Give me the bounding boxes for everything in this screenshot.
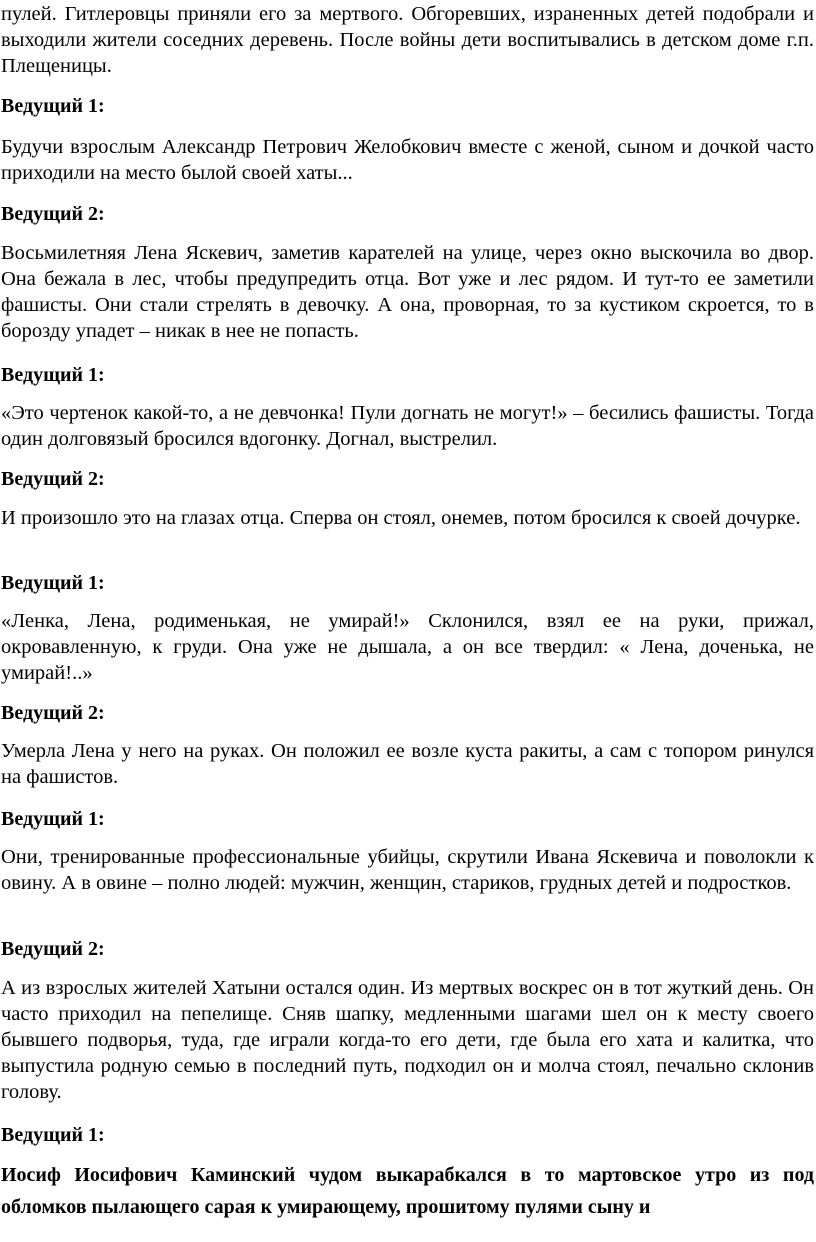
paragraph-7: Умерла Лена у него на руках. Он положил ее возле куста ракиты, а сам с топором ринулся на фашистов.	[1, 740, 814, 788]
speaker-label: Ведущий 1:	[1, 572, 105, 594]
speaker-label: Ведущий 1:	[1, 95, 105, 117]
speaker-label: Ведущий 1:	[1, 808, 105, 830]
paragraph-8: Они, тренированные профессиональные убийцы, скрутили Ивана Яскевича и поволокли к овину. А в овине – полно людей: мужчин, женщин, стариков, грудных детей и подростков.	[1, 846, 814, 894]
speaker-label: Ведущий 2:	[1, 203, 105, 225]
paragraph-10: Иосиф Иосифович Каминский чудом выкарабкался в то мартовское утро из под обломков пылающего сарая к умирающему, прошитому пулями сыну и	[1, 1164, 814, 1218]
paragraph-3: Восьмилетняя Лена Яскевич, заметив карателей на улице, через окно выскочила во двор. Она бежала в лес, чтобы предупредить отца. Вот уже и лес рядом. И тут-то ее заметили фашисты. Они стали стрелять в девочку. А она, проворная, то за кустиком скроется, то в борозду упадет – никак в нее не попасть.	[1, 242, 814, 342]
paragraph-5: И произошло это на глазах отца. Сперва он стоял, онемев, потом бросился к своей дочурке.	[1, 507, 801, 529]
speaker-label: Ведущий 1:	[1, 364, 105, 386]
paragraph-2: Будучи взрослым Александр Петрович Желобкович вместе с женой, сыном и дочкой часто приходили на место былой своей хаты...	[1, 136, 814, 184]
speaker-label: Ведущий 2:	[1, 938, 105, 960]
paragraph-6: «Ленка, Лена, родименькая, не умирай!» Склонился, взял ее на руки, прижал, окровавленную, к груди. Она уже не дышала, а он все твердил: « Лена, доченька, не умирай!..»	[1, 610, 814, 684]
speaker-label: Ведущий 1:	[1, 1124, 105, 1146]
paragraph-9: А из взрослых жителей Хатыни остался один. Из мертвых воскрес он в тот жуткий день. Он часто приходил на пепелище. Сняв шапку, медленными шагами шел он к месту своего бывшего подворья, туда, где играли когда-то его дети, где была его хата и калитка, что выпустила родную семью в последний путь, подходил он и молча стоял, печально склонив голову.	[1, 977, 814, 1103]
paragraph-4: «Это чертенок какой-то, а не девчонка! Пули догнать не могут!» – бесились фашисты. Тогда один долговязый бросился вдогонку. Догнал, выстрелил.	[1, 402, 814, 450]
speaker-label: Ведущий 2:	[1, 702, 105, 724]
paragraph-1: пулей. Гитлеровцы приняли его за мертвого. Обгоревших, израненных детей подобрали и выходили жители соседних деревень. После войны дети воспитывались в детском доме г.п. Плещеницы.	[1, 3, 814, 77]
speaker-label: Ведущий 2:	[1, 468, 105, 490]
